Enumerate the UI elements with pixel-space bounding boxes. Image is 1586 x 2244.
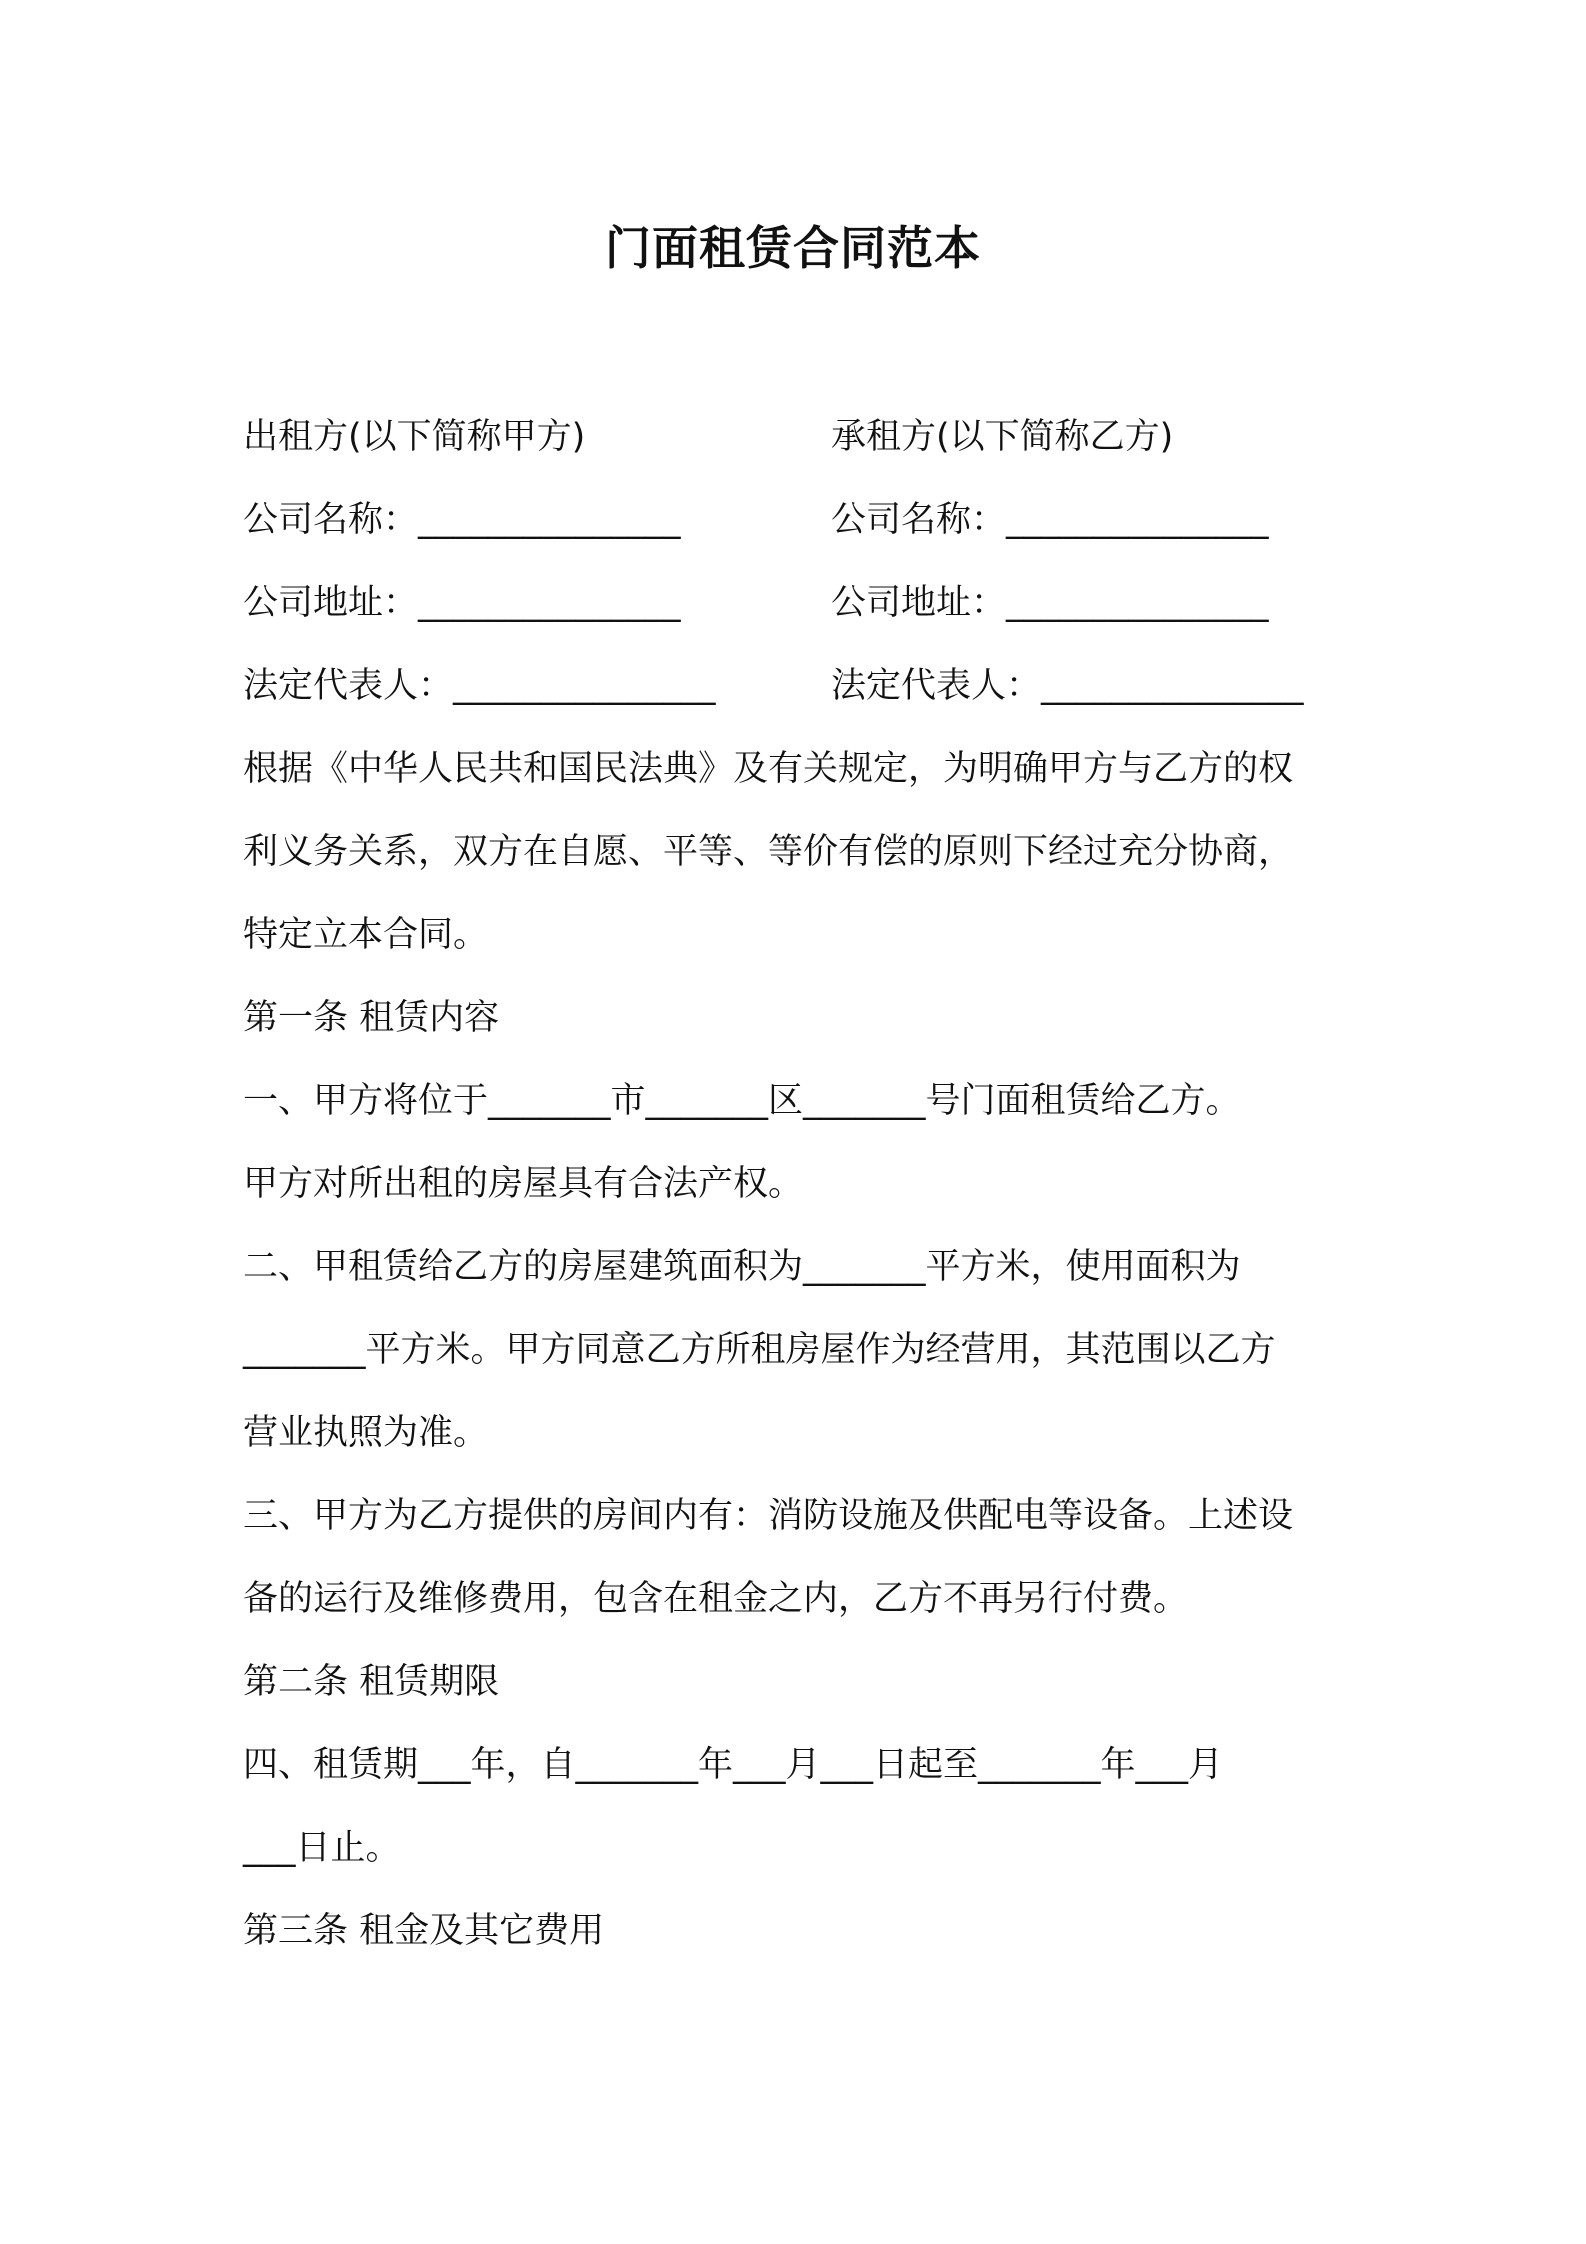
- clause2-line-2: _______平方米。甲方同意乙方所租房屋作为经营用，其范围以乙方: [243, 1330, 1276, 1370]
- preamble-line-2: 利义务关系，双方在自愿、平等、等价有偿的原则下经过充分协商，: [243, 832, 1294, 872]
- article3-heading: 第三条 租金及其它费用: [243, 1911, 605, 1951]
- lessor-company-name: 公司名称：_______________: [243, 500, 681, 540]
- lessee-company-address: 公司地址：_______________: [831, 583, 1269, 623]
- clause4-line-2: ___日止。: [243, 1828, 401, 1868]
- article2-heading: 第二条 租赁期限: [243, 1662, 500, 1702]
- clause2-line-1: 二、甲租赁给乙方的房屋建筑面积为_______平方米，使用面积为: [243, 1247, 1241, 1287]
- preamble-line-1: 根据《中华人民共和国民法典》及有关规定，为明确甲方与乙方的权: [243, 749, 1294, 789]
- clause4-line-1: 四、租赁期___年，自_______年___月___日起至_______年___月: [243, 1745, 1224, 1785]
- lessee-legal-rep: 法定代表人：_______________: [831, 666, 1304, 706]
- clause1-line-2: 甲方对所出租的房屋具有合法产权。: [243, 1164, 804, 1204]
- clause2-line-3: 营业执照为准。: [243, 1413, 489, 1453]
- article1-heading: 第一条 租赁内容: [243, 998, 500, 1038]
- preamble-line-3: 特定立本合同。: [243, 915, 489, 955]
- clause3-line-2: 备的运行及维修费用，包含在租金之内，乙方不再另行付费。: [243, 1579, 1189, 1619]
- clause1-line-1: 一、甲方将位于_______市_______区_______号门面租赁给乙方。: [243, 1081, 1241, 1121]
- lessor-legal-rep: 法定代表人：_______________: [243, 666, 716, 706]
- lessee-company-name: 公司名称：_______________: [831, 500, 1269, 540]
- lessor-company-address: 公司地址：_______________: [243, 583, 681, 623]
- lessee-heading: 承租方(以下简称乙方): [831, 417, 1174, 457]
- clause3-line-1: 三、甲方为乙方提供的房间内有：消防设施及供配电等设备。上述设: [243, 1496, 1294, 1536]
- lessor-heading: 出租方(以下简称甲方): [243, 417, 586, 457]
- document-title: 门面租赁合同范本: [605, 221, 981, 275]
